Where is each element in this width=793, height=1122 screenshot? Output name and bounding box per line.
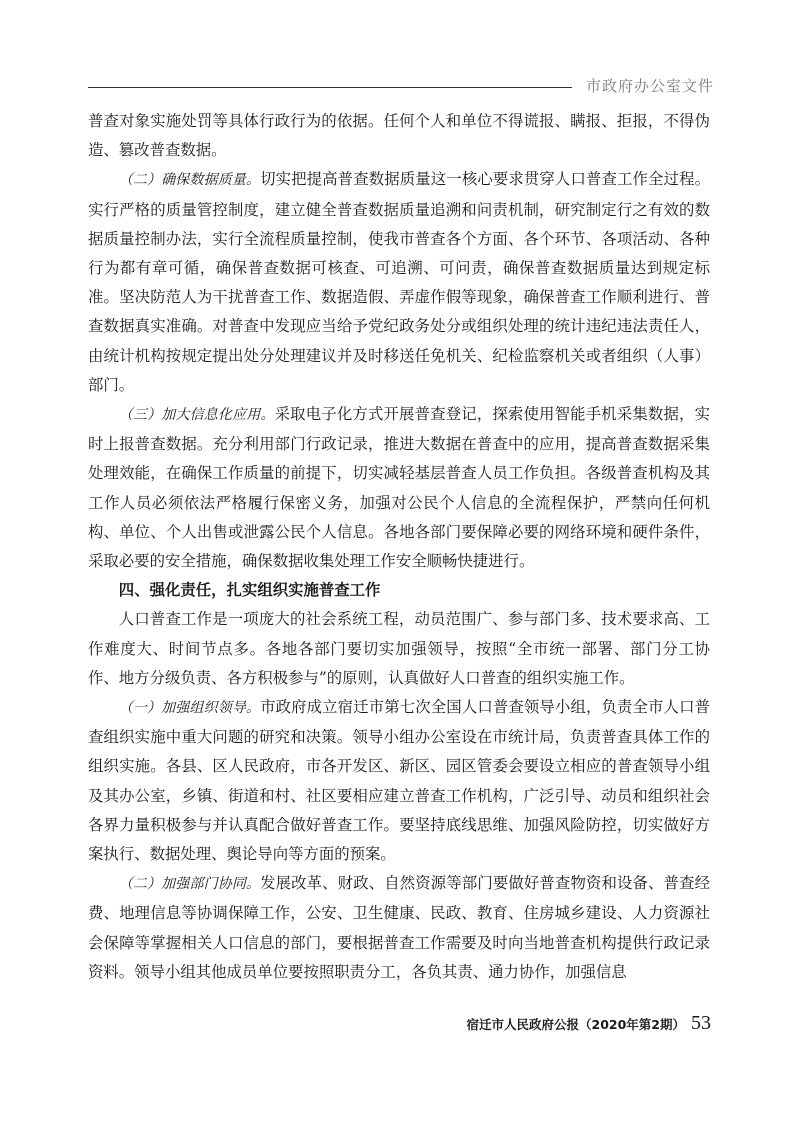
header-rule — [88, 87, 572, 88]
paragraph-6 — [88, 869, 710, 987]
paragraph-4: 人口普查工作是一项庞大的社会系统工程，动员范围广、参与部门多、技术要求高、工作难度大、时间节点多。各地各部门要切实加强领导，按照“全市统一部署、部门分工协作、地方分级负责、各方积极参与”的原则，认真做好人口普查的组织实施工作。 — [88, 610, 710, 687]
section-heading-4: 四、强化责任，扎实组织实施普查工作 — [118, 581, 381, 600]
paragraph-6-lead: （二）加强部门协同。 — [118, 876, 261, 893]
page-number: 53 — [691, 1012, 711, 1034]
paragraph-1: 普查对象实施处罚等具体行政行为的依据。任何个人和单位不得谎报、瞒报、拒报，不得伪造、篡改普查数据。 — [88, 112, 710, 160]
paragraph-3-body: 采取电子化方式开展普查登记，探索使用智能手机采集数据，实时上报普查数据。充分利用部门行政记录，推进大数据在普查中的应用，提高普查数据采集处理效能，在确保工作质量的前提下，切实减轻基层普查人员工作负担。各级普查机构及其工作人员必须依法严格履行保密义务，加强对公民个人信息的全流程保护，严禁向任何机构、单位、个人出售或泄露公民个人信息。各地各部门要保障必要的网络环境和硬件条件，采取必要的安全措施，确保数据收集处理工作安全顺畅快捷进行。 — [88, 405, 710, 571]
paragraph-5-lead: （一）加强组织领导。 — [118, 700, 261, 717]
paragraph-3-lead: （三）加大信息化应用。 — [118, 407, 275, 424]
publication-name: 宿迁市人民政府公报（2020年第2期） — [466, 1017, 685, 1032]
document-body — [88, 107, 710, 987]
paragraph-5-body: 市政府成立宿迁市第七次全国人口普查领导小组，负责全市人口普查组织实施中重大问题的研究和决策。领导小组办公室设在市统计局，负责普查具体工作的组织实施。各县、区人民政府，市各开发区、新区、园区管委会要设立相应的普查领导小组及其办公室，乡镇、街道和村、社区要相应建立普查工作机构，广泛引导、动员和组织社会各界力量积极参与并认真配合做好普查工作。要坚持底线思维、加强风险防控，切实做好方案执行、数据处理、舆论导向等方面的预案。 — [88, 698, 710, 864]
paragraph-2-body: 切实把提高普查数据质量这一核心要求贯穿人口普查工作全过程。实行严格的质量管控制度，建立健全普查数据质量追溯和问责机制，研究制定行之有效的数据质量控制办法，实行全流程质量控制，使我市普查各个方面、各个环节、各项活动、各种行为都有章可循，确保普查数据可核查、可追溯、可问责，确保普查数据质量达到规定标准。坚决防范人为干扰普查工作、数据造假、弄虚作假等现象，确保普查工作顺利进行、普查数据真实准确。对普查中发现应当给予党纪政务处分或组织处理的统计违纪违法责任人，由统计机构按规定提出处分处理建议并及时移送任免机关、纪检监察机关或者组织（人事）部门。 — [88, 170, 710, 394]
paragraph-2 — [88, 165, 710, 400]
page-footer — [467, 1012, 712, 1035]
paragraph-5 — [88, 693, 710, 869]
paragraph-6-body: 发展改革、财政、自然资源等部门要做好普查物资和设备、普查经费、地理信息等协调保障工作，公安、卫生健康、民政、教育、住房城乡建设、人力资源社会保障等掌握相关人口信息的部门，要根据普查工作需要及时向当地普查机构提供行政记录资料。领导小组其他成员单位要按照职责分工，各负其责、通力协作，加强信息 — [88, 874, 710, 981]
header-title: 市政府办公室文件 — [586, 77, 715, 95]
paragraph-2-lead: （二）确保数据质量。 — [118, 172, 261, 189]
paragraph-3 — [88, 400, 710, 576]
